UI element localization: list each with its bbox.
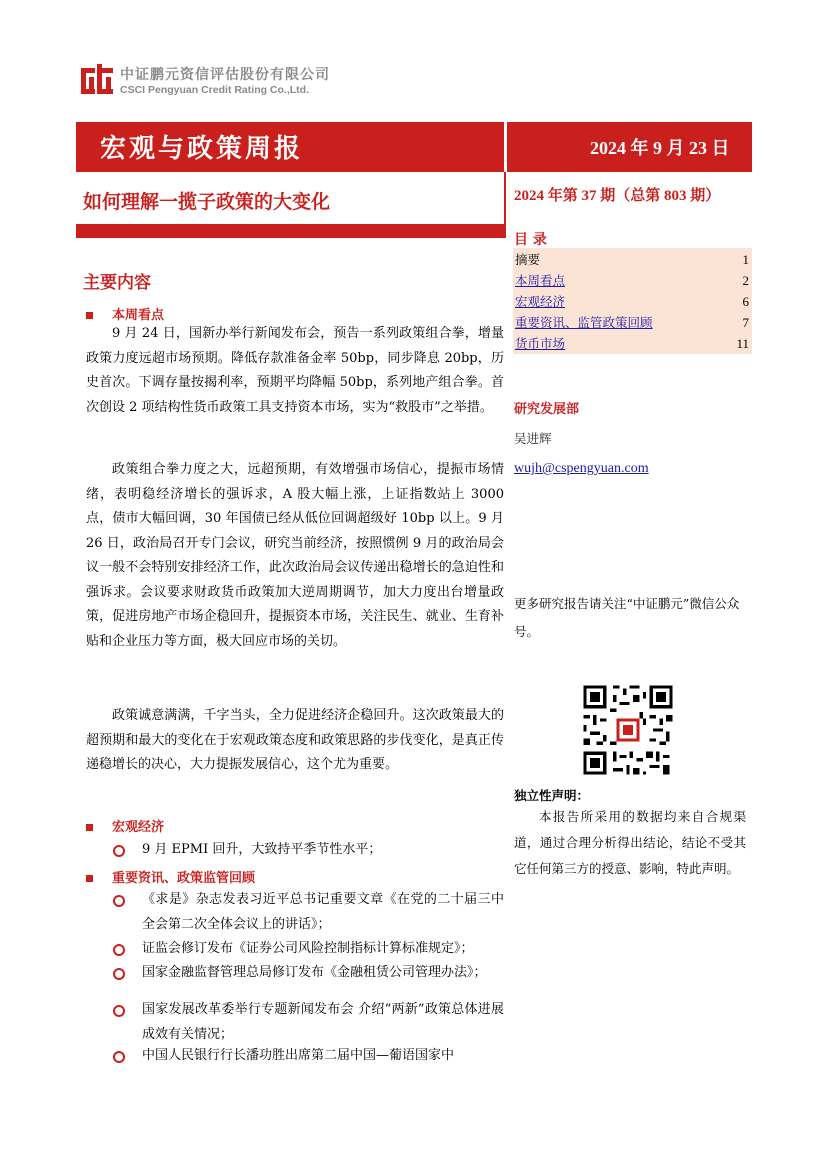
toc-item-page: 2 bbox=[742, 273, 749, 288]
list-item: 国家金融监督管理总局修订发布《金融租赁公司管理办法》； bbox=[142, 965, 487, 980]
toc-item-macro[interactable] bbox=[515, 291, 749, 312]
main-content-heading: 主要内容 bbox=[83, 273, 151, 293]
qr-code-icon bbox=[580, 682, 676, 778]
bullet-icon bbox=[113, 968, 125, 980]
toc-item-label[interactable]: 本周看点 bbox=[515, 273, 566, 288]
section-marker-icon bbox=[86, 312, 93, 319]
bullet-icon bbox=[113, 944, 125, 956]
follow-notice: 更多研究报告请关注“中证鹏元”微信公众号。 bbox=[514, 596, 740, 639]
toc-item-week-view[interactable] bbox=[515, 270, 749, 291]
section-title-macro: 宏观经济 bbox=[112, 820, 165, 835]
bullet-icon bbox=[113, 1005, 125, 1017]
independence-heading: 独立性声明： bbox=[514, 788, 590, 803]
list-item: 证监会修订发布《证券公司风险控制指标计算标准规定》； bbox=[142, 941, 474, 956]
list-item: 《求是》杂志发表习近平总书记重要文章《在党的二十届三中全会第二次全体会议上的讲话》； bbox=[142, 892, 504, 932]
title-underline-bar bbox=[76, 224, 504, 238]
report-date: 2024 年 9 月 23 日 bbox=[590, 138, 730, 158]
bullet-icon bbox=[113, 895, 125, 907]
issue-number: 2024 年第 37 期（总第 803 期） bbox=[514, 188, 721, 204]
paragraph: 9 月 24 日，国新办举行新闻发布会，预告一系列政策组合拳，增量政策力度远超市场预期。降低存款准备金率 50bp，同步降息 20bp，历史首次。下调存量按揭利率，预期平均降幅 50bp，系列地产组合拳。首次创设 2 项结构性货币政策工具支持资本市场，实为“救股市”之举措。 bbox=[86, 326, 504, 415]
toc-item-news[interactable] bbox=[515, 312, 749, 333]
company-logo-icon bbox=[80, 62, 114, 96]
toc-item-label[interactable]: 重要资讯、监管政策回顾 bbox=[515, 315, 653, 330]
toc-item-summary[interactable] bbox=[515, 249, 749, 270]
list-item: 国家发展改革委举行专题新闻发布会 介绍“两新”政策总体进展成效有关情况； bbox=[142, 1002, 504, 1042]
section-title-week-view: 本周看点 bbox=[112, 308, 165, 323]
toc-item-page: 6 bbox=[742, 294, 749, 309]
company-name-cn: 中证鹏元资信评估股份有限公司 bbox=[120, 67, 330, 83]
toc-item-label[interactable]: 宏观经济 bbox=[515, 294, 566, 309]
section-marker-icon bbox=[86, 875, 93, 882]
list-item: 9 月 EPMI 回升，大致持平季节性水平； bbox=[142, 842, 382, 857]
paragraph: 政策诚意满满，千字当头，全力促进经济企稳回升。这次政策最大的超预期和最大的变化在于宏观政策态度和政策思路的步伐变化，是真正传递稳增长的决心，大力提振发展信心，这个尤为重要。 bbox=[86, 708, 504, 772]
toc-item-label: 摘要 bbox=[515, 252, 541, 267]
report-series-title: 宏观与政策周报 bbox=[100, 134, 304, 164]
author-email-link[interactable]: wujh@cspengyuan.com bbox=[514, 461, 649, 476]
paragraph: 政策组合拳力度之大，远超预期，有效增强市场信心，提振市场情绪，表明稳经济增长的强诉求，A 股大幅上涨，上证指数站上 3000 点，债市大幅回调，30 年国债已经从低位回调超级好 10bp 以上。9 月 26 日，政治局召开专门会议，研究当前经济，按照惯例 9 月的政治局会议一般不会特别安排经济工作，此次政治局会议传递出稳增长的急迫性和强诉求。会议要求财政货币政策加大逆周期调节，加大力度出台增量政策，促进房地产市场企稳回升，提振资本市场，关注民生、就业、生育补贴和企业压力等方面，极大回应市场的关切。 bbox=[86, 462, 504, 649]
bullet-icon bbox=[113, 1051, 125, 1063]
company-name-en: CSCI Pengyuan Credit Rating Co.,Ltd. bbox=[120, 84, 310, 96]
toc-item-label[interactable]: 货币市场 bbox=[515, 336, 566, 351]
toc-item-money-market[interactable] bbox=[515, 333, 749, 354]
bullet-icon bbox=[113, 845, 125, 857]
section-marker-icon bbox=[86, 824, 93, 831]
column-divider bbox=[504, 172, 506, 238]
section-title-news: 重要资讯、政策监管回顾 bbox=[112, 871, 256, 886]
banner-divider bbox=[504, 122, 507, 172]
author-name: 吴进辉 bbox=[514, 431, 552, 446]
toc-item-page: 7 bbox=[742, 315, 749, 330]
independence-statement: 本报告所采用的数据均来自合规渠道，通过合理分析得出结论，结论不受其它任何第三方的授意、影响，特此声明。 bbox=[514, 809, 746, 876]
department-name: 研究发展部 bbox=[514, 402, 580, 417]
report-title: 如何理解一揽子政策的大变化 bbox=[83, 191, 331, 213]
toc-item-page: 1 bbox=[742, 252, 749, 267]
toc-heading: 目 录 bbox=[514, 232, 547, 248]
toc-item-page: 11 bbox=[736, 336, 749, 351]
list-item: 中国人民银行行长潘功胜出席第二届中国—葡语国家中 bbox=[142, 1048, 455, 1063]
